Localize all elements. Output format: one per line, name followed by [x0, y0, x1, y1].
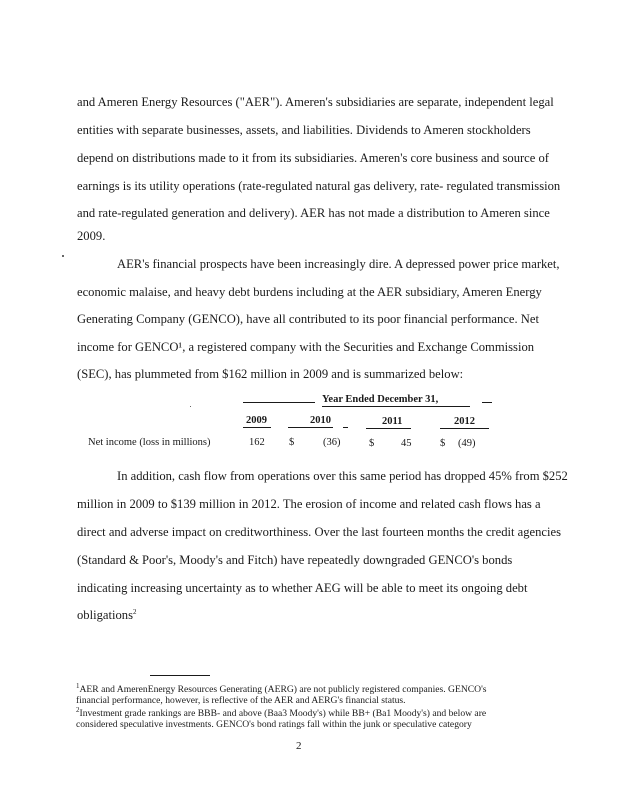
footnote-text: AER and AmerenEnergy Resources Generating (AERG) are not publicly registered companies. GENCO's	[79, 684, 487, 695]
text-line	[77, 607, 136, 623]
text-line: entities with separate businesses, assets, and liabilities. Dividends to Ameren stockholders	[77, 123, 531, 137]
text-line: (Standard & Poor's, Moody's and Fitch) have repeatedly downgraded GENCO's bonds	[77, 553, 513, 567]
value-2012: (49)	[458, 438, 476, 449]
text-line: 2009.	[77, 229, 106, 243]
scan-speck	[62, 255, 64, 257]
footnote-separator	[150, 675, 210, 676]
footnote-ref: 2	[132, 607, 137, 616]
year-2010: 2010	[310, 415, 331, 426]
text-line: and Ameren Energy Resources ("AER"). Ameren's subsidiaries are separate, independent legal	[77, 95, 554, 109]
table-rule	[366, 428, 411, 429]
row-label: Net income (loss in millions)	[88, 437, 211, 448]
year-2012: 2012	[454, 416, 475, 427]
text-line: AER's financial prospects have been increasingly dire. A depressed power price market,	[117, 257, 560, 271]
text-line: earnings is its utility operations (rate-regulated natural gas delivery, rate- regulated transmission	[77, 179, 561, 193]
text-line: and rate-regulated generation and delivery). AER has not made a distribution to Ameren since	[77, 206, 550, 220]
text-line: In addition, cash flow from operations over this same period has dropped 45% from $252	[117, 469, 568, 483]
currency-symbol: $	[289, 437, 295, 448]
scan-speck	[190, 406, 191, 407]
value-2010: (36)	[323, 437, 341, 448]
text-line: Generating Company (GENCO), have all contributed to its poor financial performance. Net	[77, 312, 539, 326]
footnote-mark: 1	[76, 681, 80, 690]
footnote-1	[76, 681, 487, 695]
footnote-text: financial performance, however, is reflective of the AER and AERG's financial status.	[76, 695, 406, 706]
text-line: (SEC), has plummeted from $162 million in 2009 and is summarized below:	[77, 367, 464, 381]
table-rule	[440, 428, 489, 429]
footnote-text: considered speculative investments. GENCO's bond ratings fall within the junk or speculative category	[76, 719, 472, 730]
year-2011: 2011	[382, 416, 403, 427]
table-rule	[288, 427, 333, 428]
table-rule	[243, 427, 271, 428]
footnote-2	[76, 705, 487, 719]
text-line: depend on distributions made to it from its subsidiaries. Ameren's core business and source of	[77, 151, 550, 165]
text-line: indicating increasing uncertainty as to whether AEG will be able to meet its ongoing debt	[77, 581, 528, 595]
footnote-text: Investment grade rankings are BBB- and above (Baa3 Moody's) while BB+ (Ba1 Moody's) and below are	[79, 708, 487, 719]
currency-symbol: $	[440, 438, 446, 449]
table-rule	[322, 406, 470, 407]
footnote-mark: 2	[76, 705, 80, 714]
text-line: income for GENCO¹, a registered company with the Securities and Exchange Commission	[77, 340, 535, 354]
currency-symbol: $	[369, 438, 375, 449]
text-line: direct and adverse impact on creditworthiness. Over the last fourteen months the credit agencies	[77, 525, 561, 539]
value-2009: 162	[249, 437, 265, 448]
text-line-content: obligations	[77, 608, 133, 622]
table-rule	[343, 427, 348, 428]
text-line: economic malaise, and heavy debt burdens including at the AER subsidiary, Ameren Energy	[77, 285, 542, 299]
value-2011: 45	[401, 438, 412, 449]
year-2009: 2009	[246, 415, 267, 426]
table-header: Year Ended December 31,	[322, 394, 439, 405]
text-line: million in 2009 to $139 million in 2012. The erosion of income and related cash flows has a	[77, 497, 541, 511]
table-rule	[243, 402, 315, 403]
page-number: 2	[296, 740, 302, 752]
table-rule	[482, 402, 492, 403]
